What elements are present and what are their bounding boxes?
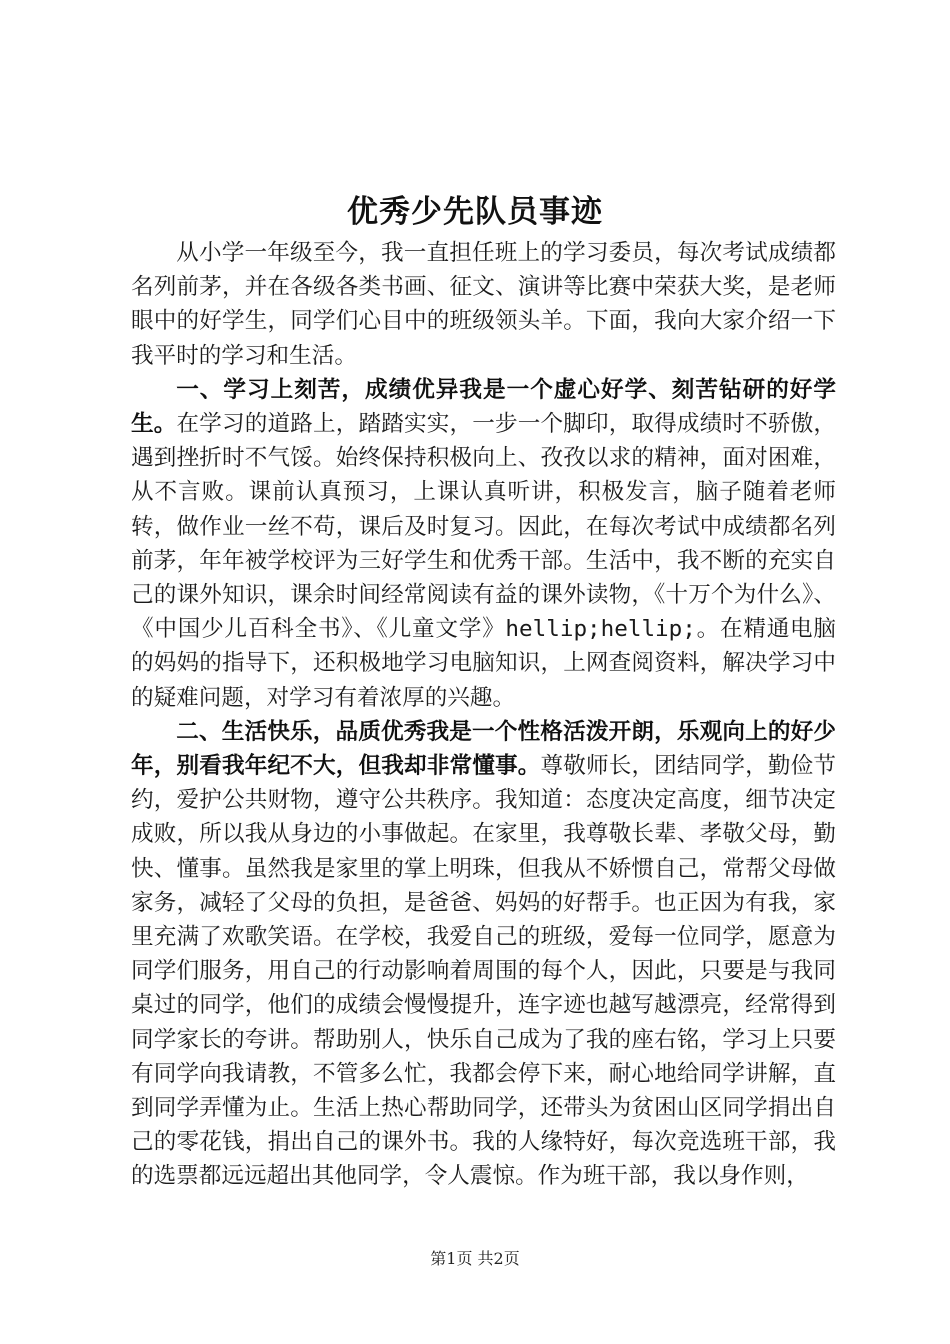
section-heading-life: 二、生活快乐，品质优秀我是一个性格活泼开朗，乐观向上的好少年，别看我年纪不大，但我却非常懂事。 xyxy=(131,718,836,780)
paragraph-intro xyxy=(131,236,836,373)
paragraph-study xyxy=(131,373,836,715)
document-body xyxy=(131,236,836,1194)
section-heading-study: 一、学习上刻苦，成绩优异我是一个虚心好学、刻苦钻研的好学生。 xyxy=(131,376,836,438)
paragraph-life xyxy=(131,715,836,1194)
paragraph-text: 在学习的道路上，踏踏实实，一步一个脚印，取得成绩时不骄傲，遇到挫折时不气馁。始终保持积极向上、孜孜以求的精神，面对困难，从不言败。课前认真预习，上课认真听讲，积极发言，脑子随着老师转，做作业一丝不苟，课后及时复习。因此，在每次考试中成绩都名列前茅，年年被学校评为三好学生和优秀干部。生活中，我不断的充实自己的课外知识，课余时间经常阅读有益的课外读物，《十万个为什么》、《中国少儿百科全书》、《儿童文学》hellip;hellip;。在精通电脑的妈妈的指导下，还积极地学习电脑知识，上网查阅资料，解决学习中的疑难问题，对学习有着浓厚的兴趣。 xyxy=(131,411,837,711)
page-number-footer: 第1页 共2页 xyxy=(430,1249,520,1268)
document-title: 优秀少先队员事迹 xyxy=(347,194,603,230)
paragraph-text: 尊敬师长，团结同学，勤俭节约，爱护公共财物，遵守公共秩序。我知道：态度决定高度，细节决定成败，所以我从身边的小事做起。在家里，我尊敬长辈、孝敬父母，勤快、懂事。虽然我是家里的掌上明珠，但我从不娇惯自己，常帮父母做家务，减轻了父母的负担，是爸爸、妈妈的好帮手。也正因为有我，家里充满了欢歌笑语。在学校，我爱自己的班级，爱每一位同学，愿意为同学们服务，用自己的行动影响着周围的每个人，因此，只要是与我同桌过的同学，他们的成绩会慢慢提升，连字迹也越写越漂亮，经常得到同学家长的夸讲。帮助别人，快乐自己成为了我的座右铭，学习上只要有同学向我请教，不管多么忙，我都会停下来，耐心地给同学讲解，直到同学弄懂为止。生活上热心帮助同学，还带头为贫困山区同学捐出自己的零花钱，捐出自己的课外书。我的人缘特好，每次竞选班干部，我的选票都远远超出其他同学，令人震惊。作为班干部，我以身作则， xyxy=(131,753,837,1190)
paragraph-text: 从小学一年级至今，我一直担任班上的学习委员，每次考试成绩都名列前茅，并在各级各类书画、征文、演讲等比赛中荣获大奖，是老师眼中的好学生，同学们心目中的班级领头羊。下面，我向大家介绍一下我平时的学习和生活。 xyxy=(131,240,836,369)
